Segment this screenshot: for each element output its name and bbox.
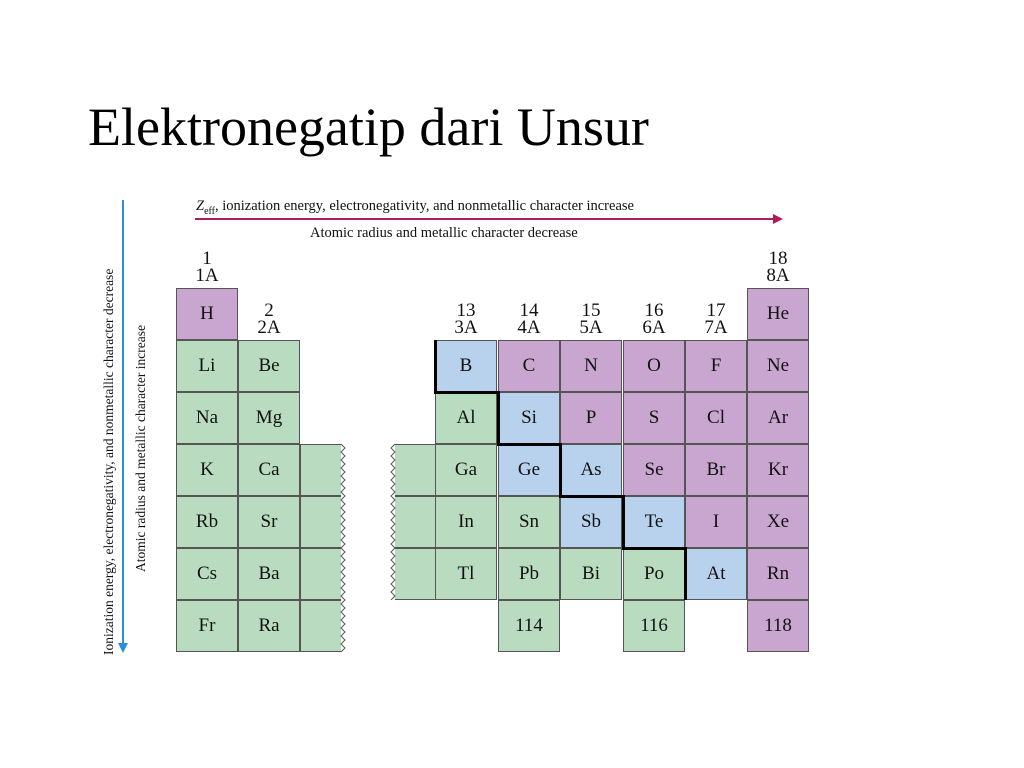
group-label-16: 16 6A [642,300,666,338]
top-trend-arrowhead [773,214,783,224]
element-Be: Be [238,340,300,392]
slide-title: Elektronegatip dari Unsur [88,97,649,157]
element-F: F [685,340,747,392]
transition-stub-left [300,496,341,548]
element-Fr: Fr [176,600,238,652]
element-P: P [560,392,622,444]
element-Mg: Mg [238,392,300,444]
transition-stub-left [300,548,341,600]
group-label-13: 13 3A [454,300,478,338]
element-116: 116 [623,600,685,652]
element-Sn: Sn [498,496,560,548]
side-trend-arrowhead [118,643,128,653]
staircase-boundary [559,443,562,498]
element-O: O [623,340,685,392]
element-Ge: Ge [498,444,560,496]
group-label-1: 1 1A [195,248,219,286]
group-label-18: 18 8A [766,248,790,286]
side-trend-caption-2: Atomic radius and metallic character increase [133,324,148,572]
element-At: At [685,548,747,600]
element-Po: Po [623,548,685,600]
element-B: B [435,340,497,392]
zeff-symbol: Z [196,198,205,214]
side-trend-caption: Ionization energy, electronegativity, and nonmetallic character decrease [101,268,116,655]
side-trend-arrow-line [122,200,124,645]
element-Cl: Cl [685,392,747,444]
element-In: In [435,496,497,548]
element-Pb: Pb [498,548,560,600]
element-Sb: Sb [560,496,622,548]
top-trend-caption [196,199,634,217]
top-trend-text: , ionization energy, electronegativity, and nonmetallic character increase [215,198,634,214]
element-Ne: Ne [747,340,809,392]
element-Se: Se [623,444,685,496]
staircase-boundary [684,547,687,600]
top-trend-caption-2: Atomic radius and metallic character decrease [310,225,578,241]
element-114: 114 [498,600,560,652]
element-Na: Na [176,392,238,444]
element-Te: Te [623,496,685,548]
transition-stub-left [300,444,341,496]
element-K: K [176,444,238,496]
element-Ra: Ra [238,600,300,652]
group-label-17: 17 7A [704,300,728,338]
transition-stub-left [300,600,341,652]
element-Bi: Bi [560,548,622,600]
break-edge-left [336,444,348,652]
element-Xe: Xe [747,496,809,548]
element-118: 118 [747,600,809,652]
element-Sr: Sr [238,496,300,548]
staircase-boundary [559,495,625,498]
element-Ca: Ca [238,444,300,496]
staircase-boundary [497,443,562,446]
group-label-14: 14 4A [517,300,541,338]
element-Ar: Ar [747,392,809,444]
element-Kr: Kr [747,444,809,496]
element-S: S [623,392,685,444]
element-N: N [560,340,622,392]
element-Li: Li [176,340,238,392]
staircase-boundary [497,391,500,446]
zeff-subscript: eff [204,205,215,217]
group-label-15: 15 5A [579,300,603,338]
element-As: As [560,444,622,496]
element-I: I [685,496,747,548]
element-C: C [498,340,560,392]
element-Al: Al [435,392,497,444]
element-Rb: Rb [176,496,238,548]
element-Ga: Ga [435,444,497,496]
element-H: H [176,288,238,340]
staircase-boundary [434,340,437,394]
staircase-boundary [434,391,500,394]
element-Ba: Ba [238,548,300,600]
element-Tl: Tl [435,548,497,600]
group-label-2: 2 2A [257,300,281,338]
top-trend-arrow-line [195,218,775,220]
element-Cs: Cs [176,548,238,600]
element-Si: Si [498,392,560,444]
element-He: He [747,288,809,340]
break-edge-right [390,444,402,600]
staircase-boundary [622,495,625,550]
staircase-boundary [622,547,687,550]
element-Rn: Rn [747,548,809,600]
element-Br: Br [685,444,747,496]
